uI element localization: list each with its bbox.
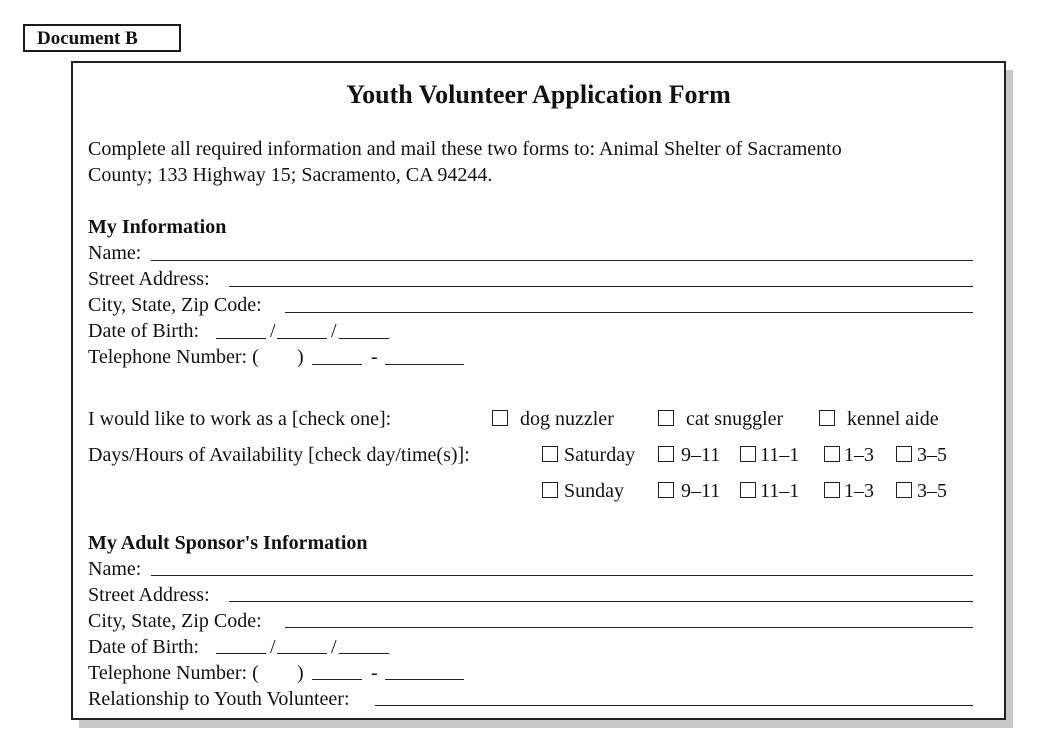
saturday-label: Saturday bbox=[564, 444, 636, 466]
sunday-3-5-checkbox[interactable] bbox=[896, 482, 912, 498]
sponsor-name-label: Name: bbox=[88, 558, 142, 580]
availability-label: Days/Hours of Availability [check day/time(s)]: bbox=[88, 444, 470, 466]
time-label: 3–5 bbox=[917, 480, 947, 502]
kennel-aide-label: kennel aide bbox=[847, 408, 939, 430]
time-label: 11–1 bbox=[760, 444, 800, 466]
sponsor-phone-prefix-field[interactable] bbox=[312, 679, 362, 680]
form-title: Youth Volunteer Application Form bbox=[346, 80, 731, 109]
sponsor-street-label: Street Address: bbox=[88, 584, 210, 606]
date-of-birth-label: Date of Birth: bbox=[88, 320, 200, 342]
time-label: 9–11 bbox=[681, 444, 721, 466]
sponsor-telephone-label: Telephone Number: ( bbox=[88, 662, 259, 684]
cat-snuggler-label: cat snuggler bbox=[686, 408, 784, 430]
saturday-3-5-checkbox[interactable] bbox=[896, 446, 912, 462]
time-label: 9–11 bbox=[681, 480, 721, 502]
phone-line-field[interactable] bbox=[385, 364, 464, 365]
dob-separator: / bbox=[270, 320, 276, 342]
street-address-field[interactable] bbox=[229, 286, 973, 287]
sponsor-dob-day-field[interactable] bbox=[277, 653, 327, 654]
telephone-label: Telephone Number: ( bbox=[88, 346, 259, 368]
dob-separator: / bbox=[331, 320, 337, 342]
cat-snuggler-checkbox[interactable] bbox=[658, 410, 674, 426]
telephone-dash: - bbox=[371, 662, 378, 684]
sunday-label: Sunday bbox=[564, 480, 624, 502]
time-label: 1–3 bbox=[844, 480, 874, 502]
relationship-field[interactable] bbox=[375, 705, 973, 706]
sponsor-heading: My Adult Sponsor's Information bbox=[88, 532, 368, 554]
phone-prefix-field[interactable] bbox=[312, 364, 362, 365]
sunday-1-3-checkbox[interactable] bbox=[824, 482, 840, 498]
sponsor-dob-label: Date of Birth: bbox=[88, 636, 200, 658]
telephone-dash: - bbox=[371, 346, 378, 368]
saturday-checkbox[interactable] bbox=[542, 446, 558, 462]
name-label: Name: bbox=[88, 242, 142, 264]
dog-nuzzler-label: dog nuzzler bbox=[520, 408, 614, 430]
sunday-11-1-checkbox[interactable] bbox=[740, 482, 756, 498]
application-form bbox=[71, 61, 1006, 720]
city-state-zip-label: City, State, Zip Code: bbox=[88, 294, 262, 316]
sunday-checkbox[interactable] bbox=[542, 482, 558, 498]
dob-year-field[interactable] bbox=[339, 338, 389, 339]
relationship-label: Relationship to Youth Volunteer: bbox=[88, 688, 350, 710]
dob-separator: / bbox=[331, 636, 337, 658]
time-label: 11–1 bbox=[760, 480, 800, 502]
dob-separator: / bbox=[270, 636, 276, 658]
sponsor-city-label: City, State, Zip Code: bbox=[88, 610, 262, 632]
intro-text-line2: County; 133 Highway 15; Sacramento, CA 94244. bbox=[88, 164, 493, 186]
sponsor-dob-year-field[interactable] bbox=[339, 653, 389, 654]
sponsor-street-field[interactable] bbox=[229, 601, 973, 602]
sponsor-city-field[interactable] bbox=[285, 627, 973, 628]
saturday-9-11-checkbox[interactable] bbox=[658, 446, 674, 462]
city-state-zip-field[interactable] bbox=[285, 312, 973, 313]
document-label: Document B bbox=[23, 24, 181, 52]
sponsor-name-field[interactable] bbox=[151, 575, 973, 576]
name-field[interactable] bbox=[151, 260, 973, 261]
my-info-heading: My Information bbox=[88, 216, 227, 238]
sponsor-phone-line-field[interactable] bbox=[385, 679, 464, 680]
dog-nuzzler-checkbox[interactable] bbox=[492, 410, 508, 426]
street-address-label: Street Address: bbox=[88, 268, 210, 290]
telephone-paren: ) bbox=[297, 346, 304, 368]
intro-text-line1: Complete all required information and mail these two forms to: Animal Shelter of Sacramento bbox=[88, 138, 842, 160]
saturday-11-1-checkbox[interactable] bbox=[740, 446, 756, 462]
work-role-label: I would like to work as a [check one]: bbox=[88, 408, 392, 430]
sponsor-dob-month-field[interactable] bbox=[216, 653, 266, 654]
sunday-9-11-checkbox[interactable] bbox=[658, 482, 674, 498]
time-label: 3–5 bbox=[917, 444, 947, 466]
telephone-paren: ) bbox=[297, 662, 304, 684]
dob-month-field[interactable] bbox=[216, 338, 266, 339]
time-label: 1–3 bbox=[844, 444, 874, 466]
saturday-1-3-checkbox[interactable] bbox=[824, 446, 840, 462]
dob-day-field[interactable] bbox=[277, 338, 327, 339]
kennel-aide-checkbox[interactable] bbox=[819, 410, 835, 426]
